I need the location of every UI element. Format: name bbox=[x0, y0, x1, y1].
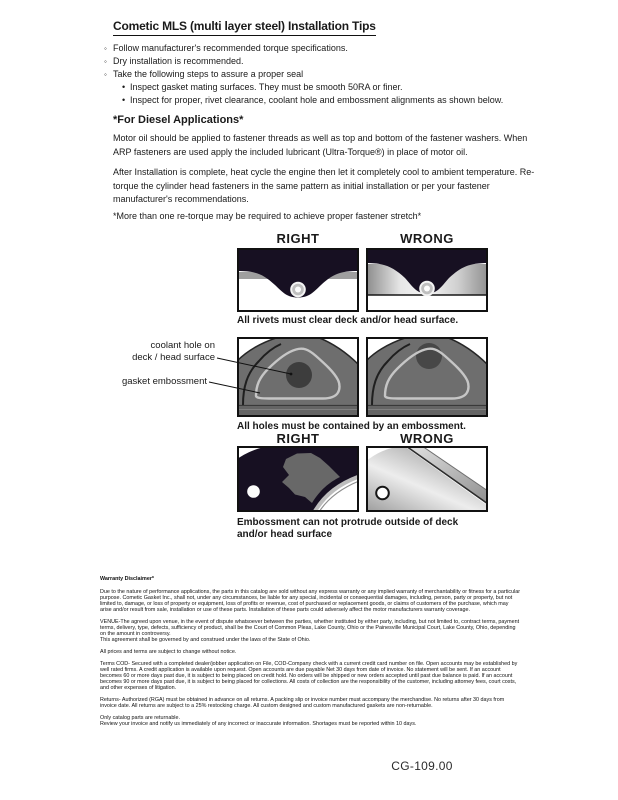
open-bullet-icon: ◦ bbox=[104, 70, 107, 79]
fig3-right-title: RIGHT bbox=[276, 431, 320, 446]
open-bullet-icon: ◦ bbox=[104, 44, 107, 53]
fig2-right-diagram bbox=[237, 337, 359, 417]
tip-sub-text: Inspect for proper, rivet clearance, coolant hole and embossment alignments as shown below. bbox=[130, 95, 504, 105]
legal-paragraph: VENUE-The agreed upon venue, in the event of dispute whatsoever between the parties, whether instituted by either party, including, but not limited to, contract terms, payment terms, delivery, type, defects, sufficiency of product, shall be the Court of Common Pleas, Lake County, Ohio or the Painesville Municipal Court, Lake County, Ohio, depending on the amount in controversy. bbox=[100, 619, 520, 637]
fig1-wrong-title: WRONG bbox=[400, 231, 454, 246]
legal-paragraph: Returns- Authorized (RGA) must be obtained in advance on all returns. A packing slip or invoice number must accompany the merchandise. No returns after 30 days from invoice date. All returns are subject to a 25% restocking charge. All custom designed and custom manufactured gaskets are non-returnable. bbox=[100, 697, 505, 709]
retorque-note: *More than one re-torque may be required to achieve proper fastener stretch* bbox=[113, 211, 422, 221]
fig1-wrong-diagram bbox=[366, 248, 488, 312]
tip-sub-item bbox=[122, 94, 544, 107]
rivet-clearance-wrong-graphic bbox=[366, 248, 488, 312]
tip-item bbox=[104, 55, 544, 68]
fig2-wrong-diagram bbox=[366, 337, 488, 417]
fig1-caption: All rivets must clear deck and/or head surface. bbox=[237, 315, 459, 326]
legal-paragraph: All prices and terms are subject to change without notice. bbox=[100, 649, 237, 655]
embossment-protrusion-right-graphic bbox=[237, 446, 359, 512]
embossment-protrusion-wrong-graphic bbox=[366, 446, 488, 512]
diesel-paragraph: Motor oil should be applied to fastener threads as well as top and bottom of the fastener washers. When ARP fasteners are used apply the included lubricant (Ultra-Torque®) in place of motor oil. bbox=[113, 133, 528, 157]
tip-item bbox=[104, 42, 544, 55]
fig3-caption: Embossment can not protrude outside of deck and/or head surface bbox=[237, 517, 459, 540]
tips-list bbox=[104, 42, 544, 107]
fig2-caption: All holes must be contained by an embossment. bbox=[237, 421, 466, 432]
warranty-heading: Warranty Disclaimer* bbox=[100, 576, 155, 582]
page-title: Cometic MLS (multi layer steel) Installation Tips bbox=[113, 19, 376, 36]
tip-text: Follow manufacturer's recommended torque specifications. bbox=[113, 43, 348, 53]
tip-item bbox=[104, 68, 544, 81]
fig3-wrong-diagram bbox=[366, 446, 488, 512]
legal-paragraph: Due to the nature of performance applications, the parts in this catalog are sold without any express warranty or any implied warranty of merchantability or fitness for a particular purpose. Cometic Gasket Inc., shall not, under any circumstances, be liable for any special, incidental or consequential damages, including, person, party or property, but not limited to, damage, or loss of property or equipment, loss of profits or revenue, cost of purchased or replacement goods, or claims of customers of the purchase, which may arise and/or result from sale, installation or use of these parts. Installation of these parts could adversely affect the motor manufacturers warranty coverage. bbox=[100, 589, 521, 613]
legal-paragraph: This agreement shall be governed by and construed under the laws of the State of Ohio. bbox=[100, 637, 311, 643]
bullet-icon: • bbox=[122, 82, 126, 92]
tip-text: Take the following steps to assure a proper seal bbox=[113, 69, 304, 79]
tip-text: Dry installation is recommended. bbox=[113, 56, 244, 66]
coolant-hole-label: coolant hole on deck / head surface bbox=[132, 340, 215, 363]
embossment-containment-wrong-graphic bbox=[366, 337, 488, 417]
warranty-disclaimer bbox=[100, 576, 521, 733]
fig1-right-diagram bbox=[237, 248, 359, 312]
page-number: CG-109.00 bbox=[391, 759, 453, 773]
tip-sub-text: Inspect gasket mating surfaces. They must be smooth 50RA or finer. bbox=[130, 82, 403, 92]
diesel-heading: *For Diesel Applications* bbox=[113, 114, 244, 126]
figures-section bbox=[0, 230, 618, 560]
diesel-paragraph: After Installation is complete, heat cycle the engine then let it completely cool to ambient temperature. Re-torque the cylinder head fasteners in the same pattern as initial installation or per your fastener manufacturer's recommendations. bbox=[113, 167, 535, 204]
fig1-right-title: RIGHT bbox=[276, 231, 320, 246]
legal-paragraph: Only catalog parts are returnable. bbox=[100, 715, 181, 721]
legal-paragraph: Terms COD- Secured with a completed dealer/jobber application on File, COD-Company check with a current credit card number on file. Open accounts may be established by well rated firms. A credit application is available upon request. Open accounts are due payable Net 30 days from date of invoice. No statement will be sent. If an account becomes 60 or more days past due, it is subject to being placed on credit hold. No orders will be shipped or new orders accepted until past due balance is paid. If an account becomes 90 or more days past due, it is subject to being placed for collections. All costs of collection are the responsibility of the customer, including attorney fees, court costs, and other expenses of litigation. bbox=[100, 661, 518, 691]
bullet-icon: • bbox=[122, 95, 126, 105]
rivet-clearance-right-graphic bbox=[237, 248, 359, 312]
open-bullet-icon: ◦ bbox=[104, 57, 107, 66]
legal-paragraph: Review your invoice and notify us immediately of any incorrect or inaccurate information. Shortages must be reported within 10 days. bbox=[100, 721, 417, 727]
fig3-wrong-title: WRONG bbox=[400, 431, 454, 446]
tip-sub-item bbox=[122, 81, 544, 94]
gasket-embossment-label: gasket embossment bbox=[121, 376, 207, 387]
fig3-right-diagram bbox=[237, 446, 359, 512]
embossment-containment-right-graphic bbox=[237, 337, 359, 417]
